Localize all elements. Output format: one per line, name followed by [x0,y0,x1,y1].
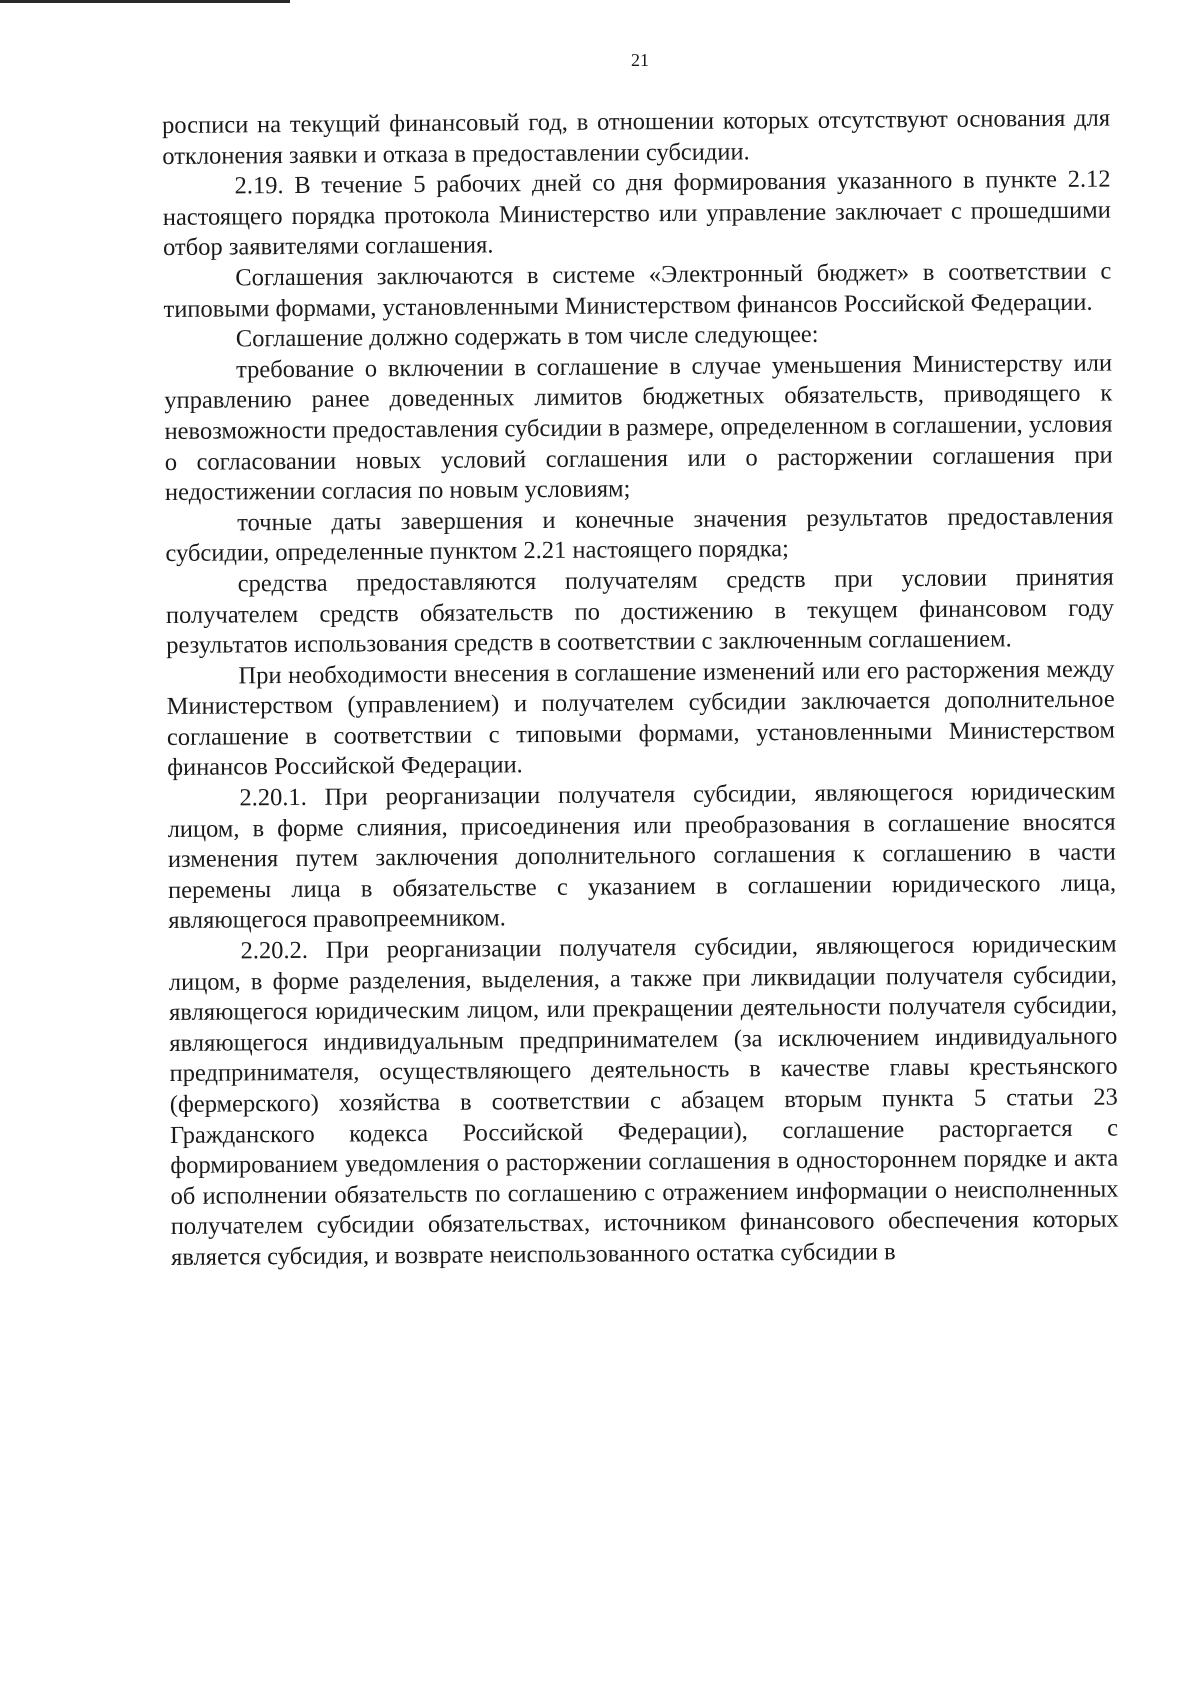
page-number: 21 [631,50,649,70]
scan-edge-line [0,0,290,3]
paragraph-exact-dates: точные даты завершения и конечные значения результатов предоставления субсидии, определенные пунктом 2.21 настоящего порядка; [165,502,1114,568]
paragraph-2-19: 2.19. В течение 5 рабочих дней со дня формирования указанного в пункте 2.12 настоящего порядка протокола Министерство или управление заключает с прошедшими отбор заявителями соглашения. [162,165,1111,262]
paragraph-requirement-limits: требование о включении в соглашение в случае уменьшения Министерству или управлению ранее доведенных лимитов бюджетных обязательств, приводящего к невозможности предоставления субсидии в размере, определенном в соглашении, условия о согласовании новых условий соглашения или о расторжении соглашения при недостижении согласия по новым условиям; [164,349,1113,507]
paragraph-agreement-contents: Соглашение должно содержать в том числе следующее: [235,321,819,353]
paragraph-2-20-2: 2.20.2. При реорганизации получателя субсидии, являющегося юридическим лицом, в форме разделения, выделения, а также при ликвидации получателя субсидии, являющегося юридическим лицом, или прекращении деятельности получателя субсидии, являющегося индивидуальным предпринимателем (за исключением индивидуального предпринимателя, осуществляющего деятельность в качестве главы крестьянского (фермерского) хозяйства в соответствии с абзацем вторым пункта 5 статьи 23 Гражданского кодекса Российской Федерации), соглашение расторгается с формированием уведомления о расторжении соглашения в одностороннем порядке и акта об исполнении обязательств по соглашению с отражением информации о неисполненных получателем субсидии обязательствах, источником финансового обеспечения которых является субсидия, и возврате неиспользованного остатка субсидии в [168,930,1119,1271]
document-body [162,104,1119,1274]
paragraph-amendments: При необходимости внесения в соглашение изменений или его расторжения между Министерством (управлением) и получателем субсидии заключается дополнительное соглашение в соответствии с типовыми формами, установленными Министерством финансов Российской Федерации. [166,655,1115,782]
paragraph-agreements-system: Соглашения заключаются в системе «Электронный бюджет» в соответствии с типовыми формами, установленными Министерством финансов Российской Федерации. [163,257,1112,323]
paragraph-2-20-1: 2.20.1. При реорганизации получателя субсидии, являющегося юридическим лицом, в форме слияния, присоединения или преобразования в соглашение вносятся изменения путем заключения дополнительного соглашения к соглашению в части перемены лица в обязательстве с указанием в соглашении юридического лица, являющегося правопреемником. [167,777,1117,935]
paragraph-continuation: росписи на текущий финансовый год, в отношении которых отсутствуют основания для отклонения заявки и отказа в предоставлении субсидии. [162,104,1111,170]
paragraph-funds-provided: средства предоставляются получателям средств при условии принятия получателем средств обязательств по достижению в текущем финансовом году результатов использования средств в соответствии с заключенным соглашением. [165,563,1115,660]
